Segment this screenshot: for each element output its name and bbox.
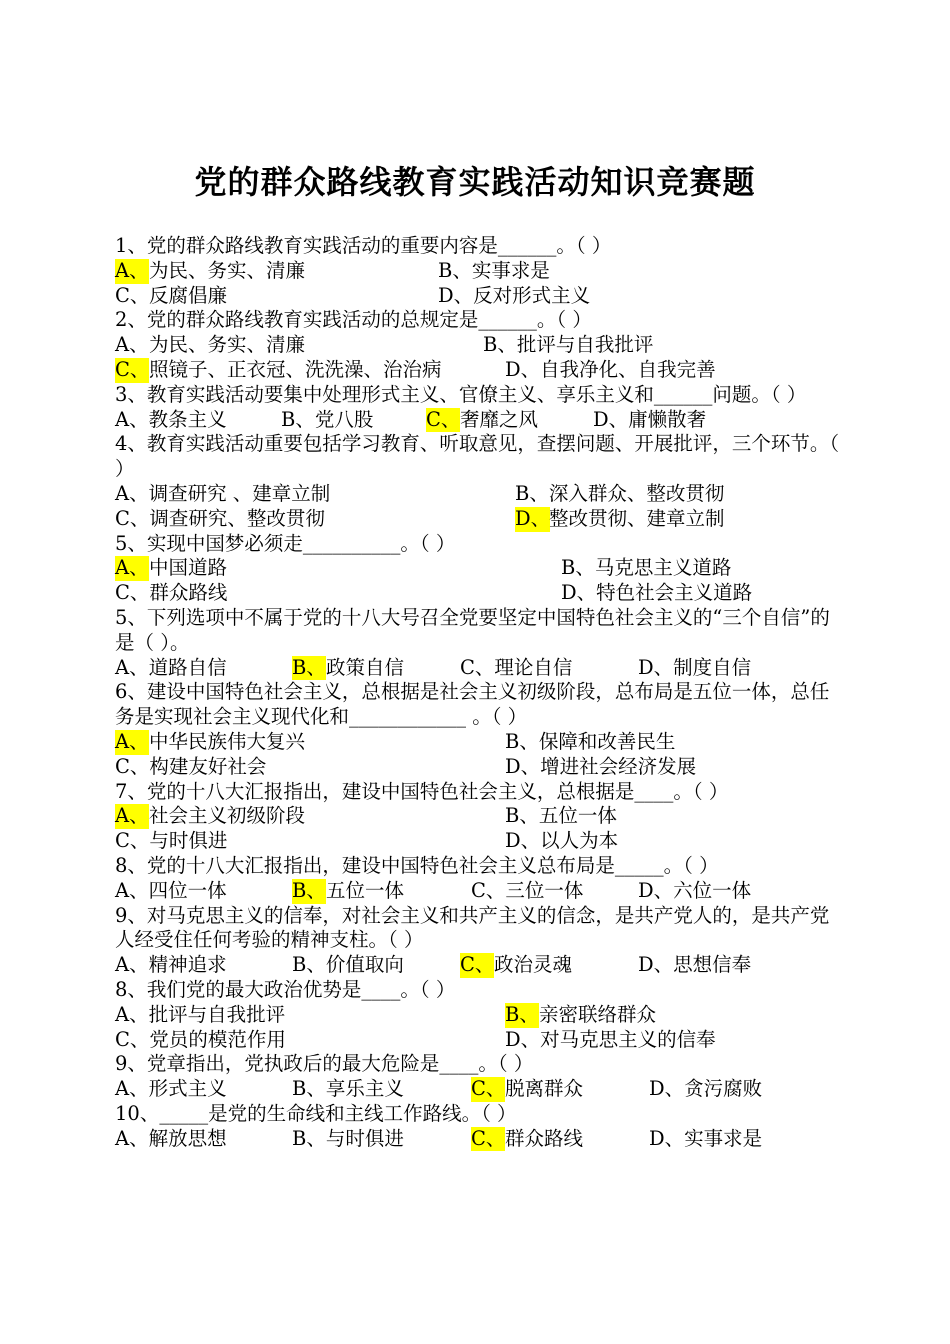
question-10: 10、_____是党的生命线和主线工作路线。（ ）: [115, 1101, 517, 1125]
option-text: 脱离群众: [505, 1077, 584, 1101]
question-5: 5、实现中国梦必须走__________。（ ）: [115, 531, 456, 555]
option-text: D、实事求是: [649, 1126, 763, 1150]
option-text: 社会主义初级阶段: [149, 804, 306, 828]
question-3: 3、教育实践活动要集中处理形式主义、官僚主义、享乐主义和______问题。（ ）: [115, 382, 807, 406]
option-text: A、解放思想: [115, 1126, 227, 1150]
answer-highlight: D、: [515, 506, 551, 530]
option-text: C、调查研究、整改贯彻: [115, 506, 325, 530]
option-text: D、六位一体: [638, 878, 752, 902]
option-text: C、三位一体: [471, 878, 584, 902]
option-text: C、与时俱进: [115, 829, 228, 853]
option-text: 中华民族伟大复兴: [149, 729, 306, 753]
option-row: [115, 507, 840, 532]
option-text: C、党员的模范作用: [115, 1027, 286, 1051]
question-1: 1、党的群众路线教育实践活动的重要内容是______。（ ）: [115, 234, 612, 257]
option-text: 反腐倡廉: [149, 283, 228, 307]
option-text: B、五位一体: [505, 804, 617, 828]
option-text: 群众路线: [505, 1126, 584, 1150]
question-9b: 9、党章指出，党执政后的最大危险是____。（ ）: [115, 1052, 534, 1076]
option-text: D、以人为本: [505, 829, 619, 853]
option-text: 为民、务实、清廉: [149, 258, 306, 282]
option-row: [115, 556, 840, 581]
option-text: B、与时俱进: [292, 1126, 404, 1150]
option-text: D、特色社会主义道路: [561, 581, 753, 605]
question-6: 6、建设中国特色社会主义，总根据是社会主义初级阶段，总布局是五位一体，总任务是实现社会主义现代化和____________ 。（ ）: [115, 680, 830, 729]
answer-highlight: A、: [115, 804, 149, 828]
option-row: [115, 730, 840, 755]
question-8: 8、党的十八大汇报指出，建设中国特色社会主义总布局是_____。（ ）: [115, 853, 719, 877]
option-row: [115, 482, 840, 507]
option-text: D、制度自信: [638, 655, 752, 679]
option-text: 整改贯彻、建章立制: [549, 506, 725, 530]
option-text: 中国道路: [149, 556, 228, 580]
option-row: [115, 804, 840, 829]
option-text: B、实事求是: [438, 258, 550, 282]
option-row: [115, 1028, 840, 1053]
option-text: B、深入群众、整改贯彻: [515, 481, 725, 505]
option-row: [115, 953, 840, 978]
option-row: [115, 408, 840, 433]
question-8b: 8、我们党的最大政治优势是____。（ ）: [115, 977, 456, 1001]
option-text: D、贪污腐败: [649, 1077, 763, 1101]
page-title: 党的群众路线教育实践活动知识竞赛题: [194, 163, 756, 201]
option-text: 政策自信: [326, 655, 405, 679]
option-label: A、: [115, 333, 149, 357]
question-5b: 5、下列选项中不属于党的十八大号召全党要坚定中国特色社会主义的“三个自信”的是（ ）。: [115, 605, 830, 654]
option-row: [115, 284, 840, 309]
answer-highlight: B、: [292, 878, 326, 902]
option-text: A、精神追求: [115, 953, 227, 977]
option-text: 奢靡之风: [460, 407, 539, 431]
option-row: [115, 755, 840, 780]
option-text: B、保障和改善民生: [505, 729, 676, 753]
option-row: [115, 581, 840, 606]
option-text: B、马克思主义道路: [561, 556, 732, 580]
answer-highlight: A、: [115, 729, 149, 753]
option-row: [115, 333, 840, 358]
answer-highlight: A、: [115, 556, 149, 580]
answer-highlight: C、: [115, 357, 150, 381]
answer-highlight: C、: [471, 1126, 506, 1150]
option-text: D、对马克思主义的信奉: [505, 1027, 716, 1051]
option-text: 为民、务实、清廉: [149, 333, 306, 357]
question-list: [115, 234, 840, 1151]
option-text: C、理论自信: [460, 655, 573, 679]
answer-highlight: A、: [115, 258, 149, 282]
answer-highlight: B、: [292, 655, 326, 679]
answer-highlight: B、: [505, 1002, 539, 1026]
option-text: D、增进社会经济发展: [505, 754, 697, 778]
option-text: C、构建友好社会: [115, 754, 267, 778]
option-row: [115, 879, 840, 904]
question-9: 9、对马克思主义的信奉，对社会主义和共产主义的信念，是共产党人的，是共产党人经受住任何考验的精神支柱。（ ）: [115, 903, 830, 952]
option-text: 照镜子、正衣冠、洗洗澡、治治病: [149, 357, 442, 381]
option-text: A、教条主义: [115, 407, 227, 431]
question-4: 4、教育实践活动重要包括学习教育、听取意见，查摆问题、开展批评，三个环节。（ ）: [115, 432, 840, 481]
option-text: 亲密联络群众: [539, 1002, 657, 1026]
question-2: 2、党的群众路线教育实践活动的总规定是______。（ ）: [115, 308, 592, 332]
option-text: 五位一体: [326, 878, 405, 902]
option-row: [115, 259, 840, 284]
option-row: [115, 829, 840, 854]
option-text: D、庸懒散奢: [593, 407, 707, 431]
option-text: B、批评与自我批评: [483, 333, 654, 357]
option-text: A、调查研究 、建章立制: [115, 481, 331, 505]
option-text: A、形式主义: [115, 1077, 227, 1101]
option-row: [115, 656, 840, 681]
option-row: [115, 1003, 840, 1028]
option-text: D、自我净化、自我完善: [505, 357, 716, 381]
option-text: D、反对形式主义: [438, 283, 591, 307]
option-row: [115, 1127, 840, 1152]
answer-highlight: C、: [460, 953, 495, 977]
option-label: C、: [115, 283, 150, 307]
answer-highlight: C、: [426, 407, 461, 431]
option-row: [115, 358, 840, 383]
option-text: B、享乐主义: [292, 1077, 404, 1101]
option-text: 政治灵魂: [494, 953, 573, 977]
option-text: B、党八股: [281, 407, 374, 431]
option-text: A、批评与自我批评: [115, 1002, 286, 1026]
option-text: A、道路自信: [115, 655, 227, 679]
question-7: 7、党的十八大汇报指出，建设中国特色社会主义，总根据是____。（ ）: [115, 779, 729, 803]
option-text: B、价值取向: [292, 953, 404, 977]
option-row: [115, 1077, 840, 1102]
option-text: C、群众路线: [115, 581, 228, 605]
option-text: A、四位一体: [115, 878, 227, 902]
answer-highlight: C、: [471, 1077, 506, 1101]
option-text: D、思想信奉: [638, 953, 752, 977]
